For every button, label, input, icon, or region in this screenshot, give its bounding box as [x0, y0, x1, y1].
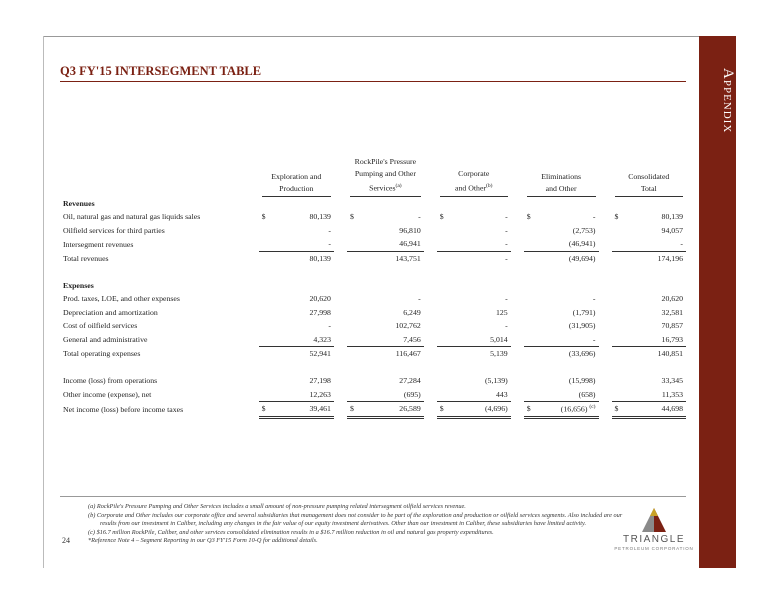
table-cell: (658) — [578, 389, 596, 399]
table-cell: - — [418, 212, 421, 222]
table-cell: - — [505, 212, 508, 222]
dollar-sign: $ — [439, 212, 444, 222]
table-cell: (31,905) — [568, 321, 596, 331]
row-label: Intersegment revenues — [63, 239, 134, 249]
footnote-marker: (c) — [589, 404, 596, 411]
row-label: Total revenues — [63, 253, 109, 263]
dollar-sign — [437, 306, 452, 320]
left-rule — [43, 36, 44, 568]
section-heading-row — [60, 197, 686, 211]
table-cell: 6,249 — [403, 307, 421, 317]
footnote-rule — [60, 496, 686, 497]
dollar-sign — [259, 224, 275, 238]
table-cell: 443 — [496, 389, 508, 399]
column-header-row — [60, 156, 686, 197]
table-row — [60, 251, 686, 265]
row-label: Other income (expense), net — [63, 390, 152, 400]
dollar-sign — [612, 251, 627, 265]
dollar-sign — [612, 374, 627, 388]
top-rule — [43, 36, 699, 37]
table-row — [60, 224, 686, 238]
table-cell: (46,941) — [568, 239, 596, 249]
column-header — [612, 156, 686, 197]
column-header-text — [440, 156, 508, 197]
table-cell: 102,762 — [395, 321, 421, 331]
sidebar-label: Appendix — [720, 68, 736, 134]
dollar-sign — [259, 319, 275, 333]
dollar-sign — [612, 292, 627, 306]
dollar-sign — [524, 292, 539, 306]
table-cell: 39,461 — [274, 402, 334, 418]
table-cell: (15,998) — [568, 376, 596, 386]
table-row — [60, 319, 686, 333]
dollar-sign — [347, 306, 363, 320]
table-cell: 20,620 — [309, 294, 331, 304]
dollar-sign — [524, 306, 539, 320]
table-cell: - — [592, 212, 596, 222]
table-cell: (1,791) — [572, 307, 596, 317]
table-cell: 12,263 — [309, 389, 331, 399]
table-cell: 33,345 — [661, 376, 683, 386]
table-cell: 125 — [496, 307, 508, 317]
logo-brand: TRIANGLE — [622, 534, 685, 545]
dollar-sign — [347, 374, 363, 388]
table-cell: 20,620 — [661, 294, 683, 304]
column-header-text — [527, 159, 596, 197]
table-row — [60, 402, 686, 418]
table-cell: - — [592, 334, 596, 344]
table-cell — [539, 402, 598, 418]
table-cell: 32,581 — [661, 307, 683, 317]
dollar-sign — [437, 224, 452, 238]
table-cell: 46,941 — [399, 239, 421, 249]
dollar-sign — [347, 224, 363, 238]
dollar-sign — [524, 333, 539, 347]
footnotes — [88, 503, 628, 546]
dollar-sign — [347, 333, 363, 347]
table-cell: - — [680, 239, 683, 249]
table-body — [60, 197, 686, 418]
table-row — [60, 333, 686, 347]
dollar-sign — [524, 374, 539, 388]
table-row — [60, 237, 686, 251]
table-cell: 96,810 — [399, 225, 421, 235]
dollar-sign — [524, 237, 539, 251]
dollar-sign — [259, 251, 275, 265]
table-cell: 174,196 — [627, 251, 686, 265]
table-cell: 116,467 — [363, 347, 424, 361]
column-header — [259, 156, 334, 197]
dollar-sign — [259, 306, 275, 320]
dollar-sign: $ — [350, 212, 354, 222]
table-cell: - — [505, 294, 508, 304]
dollar-sign — [259, 388, 275, 402]
table-cell: 143,751 — [363, 251, 424, 265]
table-cell: - — [505, 225, 508, 235]
row-label: Total operating expenses — [63, 349, 141, 359]
table-cell: 94,057 — [661, 225, 683, 235]
table-cell: - — [328, 239, 331, 249]
dollar-sign — [612, 237, 627, 251]
row-label: Depreciation and amortization — [63, 307, 158, 317]
dollar-sign — [259, 292, 275, 306]
table-cell: 52,941 — [274, 347, 334, 361]
dollar-sign — [437, 333, 452, 347]
dollar-sign — [347, 347, 363, 361]
table-cell: 27,198 — [309, 376, 331, 386]
logo-subtitle: PETROLEUM CORPORATION — [614, 546, 694, 551]
table-cell: 27,998 — [309, 307, 331, 317]
col-note: (a) — [395, 183, 402, 189]
column-header — [347, 156, 424, 197]
intersegment-table — [60, 156, 686, 419]
column-header-text — [615, 159, 683, 197]
dollar-sign: $ — [614, 212, 619, 222]
footnote-c: (c) $16.7 million RockPile, Caliber, and other services consolidated elimination results in a $16.7 million reduction in oil and natural gas property expenditures. — [88, 528, 494, 536]
row-label: Net income (loss) before income taxes — [63, 404, 184, 414]
col-line3: and Other — [545, 183, 577, 193]
dollar-sign — [347, 292, 363, 306]
cell-value: (16,656) — [560, 404, 588, 414]
dollar-sign: $ — [524, 402, 539, 418]
dollar-sign — [437, 347, 452, 361]
dollar-sign — [524, 347, 539, 361]
title-bar — [60, 64, 686, 81]
dollar-sign — [347, 388, 363, 402]
table-cell: 44,698 — [627, 402, 686, 418]
dollar-sign — [612, 319, 627, 333]
row-label: Oil, natural gas and natural gas liquids sales — [63, 212, 201, 222]
table-cell: (695) — [403, 389, 421, 399]
col-line2: Eliminations — [541, 171, 582, 181]
row-label: Prod. taxes, LOE, and other expenses — [63, 294, 180, 304]
label-column-header — [60, 156, 259, 197]
table-cell: (2,753) — [572, 225, 596, 235]
table-cell: (33,696) — [539, 347, 598, 361]
table-cell: 4,323 — [313, 334, 331, 344]
table-cell: 80,139 — [661, 212, 683, 222]
table-cell: (5,139) — [484, 376, 508, 386]
column-header-text — [350, 156, 421, 197]
table-cell: 11,353 — [661, 389, 683, 399]
dollar-sign — [437, 388, 452, 402]
table-cell: 5,139 — [452, 347, 511, 361]
dollar-sign — [612, 347, 627, 361]
column-header — [437, 156, 511, 197]
row-label: General and administrative — [63, 335, 148, 345]
footnote-a: (a) RockPile's Pressure Pumping and Other Services includes a small amount of non-pressure pumping related intersegment oilfield services revenue. — [88, 503, 466, 510]
row-label: Income (loss) from operations — [63, 376, 158, 386]
col-line2: Corporate — [458, 169, 490, 178]
dollar-sign — [437, 292, 452, 306]
section-heading-row — [60, 279, 686, 293]
col-note: (b) — [486, 183, 493, 189]
table-cell: 140,851 — [627, 347, 686, 361]
column-header-text — [262, 159, 331, 197]
table-cell: 27,284 — [399, 376, 421, 386]
section-heading: Expenses — [63, 280, 94, 290]
table-cell: 16,793 — [661, 334, 683, 344]
dollar-sign — [612, 388, 627, 402]
col-line3: Services — [369, 183, 396, 193]
table-cell: (4,696) — [452, 402, 511, 418]
col-line2: Pumping and Other — [354, 169, 416, 178]
section-heading: Revenues — [63, 198, 95, 208]
footnote-b: (b) Corporate and Other includes our corporate office and several subsidiaries that management does not consider to be part of the exploration and production or oilfield services segments. Also included are our results from our investment in Caliber, including any changes in the fair value of our equity investment derivatives. Other than our investment in Caliber, these subsidiaries have limited activity. — [88, 511, 623, 528]
dollar-sign — [524, 319, 539, 333]
page-number: 24 — [62, 536, 70, 545]
page-title: Q3 FY'15 INTERSEGMENT TABLE — [60, 64, 262, 78]
dollar-sign: $ — [261, 212, 266, 222]
table-cell: - — [328, 225, 331, 235]
table-row — [60, 306, 686, 320]
table-cell: - — [418, 294, 421, 304]
dollar-sign: $ — [612, 402, 627, 418]
table-cell: - — [505, 321, 508, 331]
dollar-sign — [347, 237, 363, 251]
dollar-sign — [612, 306, 627, 320]
table-cell: (49,694) — [539, 251, 598, 265]
dollar-sign — [259, 347, 275, 361]
col-line3: and Other — [455, 183, 487, 193]
row-label: Oilfield services for third parties — [63, 225, 165, 235]
dollar-sign — [437, 374, 452, 388]
dollar-sign: $ — [259, 402, 275, 418]
table-row — [60, 210, 686, 224]
table-cell: 7,456 — [403, 334, 421, 344]
dollar-sign — [524, 388, 539, 402]
column-header — [524, 156, 599, 197]
col-line3: Total — [640, 183, 657, 193]
dollar-sign — [524, 224, 539, 238]
table-cell: - — [592, 294, 596, 304]
footnote-reference: *Reference Note 4 – Segment Reporting in our Q3 FY'15 Form 10-Q for additional details. — [88, 537, 318, 545]
dollar-sign — [437, 319, 452, 333]
title-underline — [60, 81, 686, 82]
table-row — [60, 347, 686, 361]
table-cell: - — [452, 251, 511, 265]
dollar-sign: $ — [347, 402, 363, 418]
table-cell: 80,139 — [309, 212, 331, 222]
col-line1: RockPile's Pressure — [354, 157, 417, 166]
col-line2: Consolidated — [628, 171, 670, 181]
dollar-sign — [524, 251, 539, 265]
dollar-sign — [437, 237, 452, 251]
col-line3: Production — [279, 183, 314, 193]
table-cell: 80,139 — [274, 251, 334, 265]
dollar-sign — [612, 224, 627, 238]
dollar-sign — [259, 237, 275, 251]
table-cell: 5,014 — [490, 334, 508, 344]
dollar-sign: $ — [437, 402, 452, 418]
company-logo — [614, 494, 694, 554]
dollar-sign: $ — [526, 212, 531, 222]
dollar-sign — [437, 251, 452, 265]
table-cell: 70,857 — [661, 321, 683, 331]
table-row — [60, 292, 686, 306]
col-line2: Exploration and — [271, 171, 322, 181]
dollar-sign — [259, 374, 275, 388]
row-label: Cost of oilfield services — [63, 321, 138, 331]
dollar-sign — [259, 333, 275, 347]
table-row — [60, 374, 686, 388]
dollar-sign — [347, 319, 363, 333]
table-row — [60, 388, 686, 402]
table-cell: - — [328, 321, 331, 331]
dollar-sign — [612, 333, 627, 347]
table-cell: 26,589 — [363, 402, 424, 418]
table-cell: - — [505, 239, 508, 249]
triangle-logo-icon — [614, 494, 694, 534]
dollar-sign — [347, 251, 363, 265]
